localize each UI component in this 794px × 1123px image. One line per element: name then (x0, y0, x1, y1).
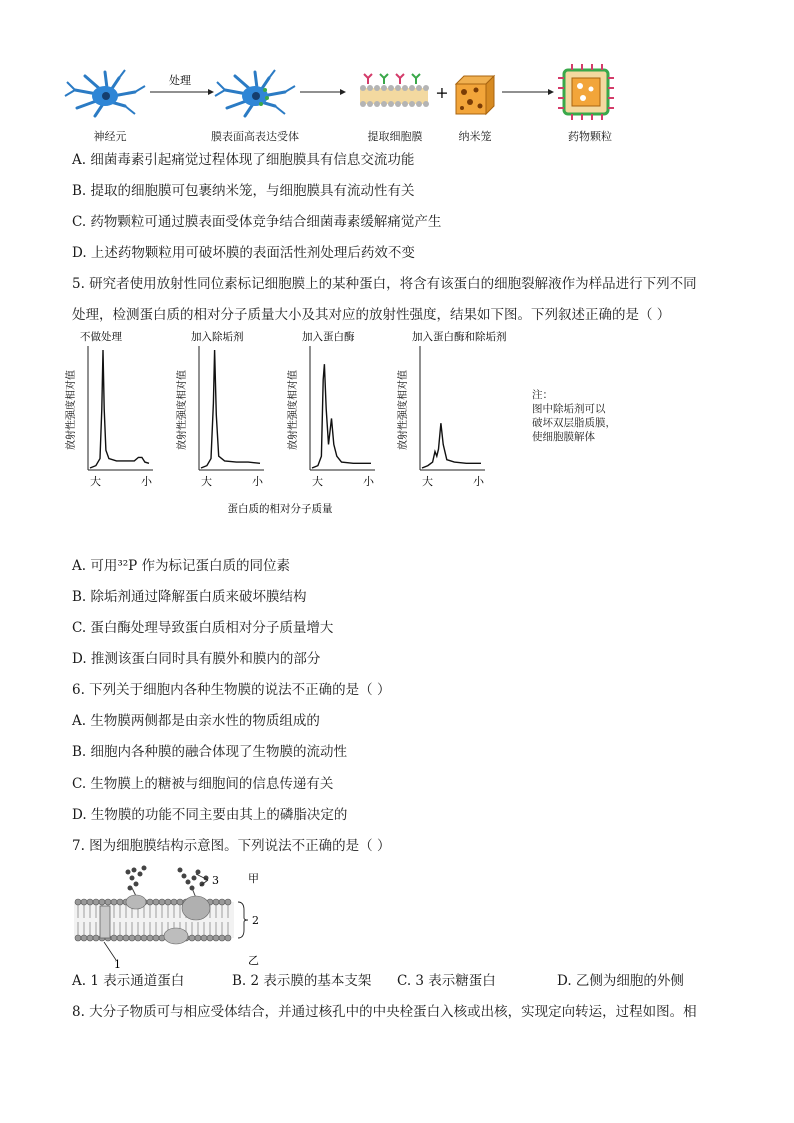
q5-option-b: B. 除垢剂通过降解蛋白质来破坏膜结构 (72, 589, 307, 605)
x-tick-label: 大 (90, 475, 101, 488)
q6-option-c: C. 生物膜上的糖被与细胞间的信息传递有关 (72, 776, 334, 792)
q5-option-c: C. 蛋白酶处理导致蛋白质相对分子质量增大 (72, 620, 334, 636)
series-line (90, 350, 149, 468)
label-membrane: 提取细胞膜 (367, 130, 423, 143)
q5-option-d: D. 推测该蛋白同时具有膜外和膜内的部分 (72, 651, 321, 667)
q6-option-d: D. 生物膜的功能不同主要由其上的磷脂决定的 (72, 807, 348, 823)
q7-option-c: C. 3 表示糖蛋白 (397, 973, 496, 989)
q4-option-a: A. 细菌毒素引起痛觉过程体现了细胞膜具有信息交流功能 (72, 152, 415, 168)
q7-stem: 7. 图为细胞膜结构示意图。下列说法不正确的是（ ） (72, 838, 391, 854)
q4-option-c: C. 药物颗粒可通过膜表面受体竞争结合细菌毒素缓解痛觉产生 (72, 214, 442, 230)
chart-note-line: 图中除垢剂可以 (532, 403, 606, 415)
inner-protein-icon (164, 928, 188, 944)
glycoprotein-chains-icon (126, 866, 209, 891)
chart-note (532, 388, 616, 444)
panel-title: 不做处理 (80, 331, 122, 343)
neuron-icon (65, 70, 145, 116)
y-axis-label: 放射性强度相对值 (177, 370, 188, 450)
surface-protein-icon (126, 895, 146, 909)
nanocage-icon (456, 76, 494, 114)
x-tick-label: 小 (473, 475, 484, 488)
label-neuron: 神经元 (93, 130, 127, 143)
label-receptor: 膜表面高表达受体 (211, 130, 299, 143)
plus-sign: + (435, 83, 449, 102)
y-axis-label: 放射性强度相对值 (398, 370, 409, 450)
panel-title: 加入蛋白酶和除垢剂 (412, 331, 507, 343)
q7-option-b: B. 2 表示膜的基本支架 (232, 973, 372, 989)
q5-stem-line2: 处理，检测蛋白质的相对分子质量大小及其对应的放射性强度，结果如下图。下列叙述正确的是（ ） (72, 307, 671, 323)
q4-option-d: D. 上述药物颗粒用可破坏膜的表面活性剂处理后药效不变 (72, 245, 415, 261)
label-jia: 甲 (248, 872, 259, 885)
q5-stem-line1: 5. 研究者使用放射性同位素标记细胞膜上的某种蛋白，将含有该蛋白的细胞裂解液作为样品进行下列不同 (72, 276, 697, 292)
x-tick-label: 小 (252, 475, 263, 488)
q5-option-a: A. 可用³²P 作为标记蛋白质的同位素 (72, 558, 291, 574)
chart-note-line: 注： (532, 389, 553, 401)
y-axis-label: 放射性强度相对值 (288, 370, 299, 450)
phospholipid-bilayer (74, 899, 234, 941)
panel-title: 加入除垢剂 (191, 331, 244, 343)
label-drug: 药物颗粒 (568, 130, 612, 143)
membrane-structure-svg (72, 862, 282, 970)
series-line (312, 364, 371, 468)
q5-radioactivity-charts (60, 328, 740, 518)
x-tick-label: 大 (201, 475, 212, 488)
q6-stem: 6. 下列关于细胞内各种生物膜的说法不正确的是（ ） (72, 682, 391, 698)
panel-title: 加入蛋白酶 (302, 331, 355, 343)
transmembrane-protein-icon (182, 896, 210, 920)
arrow-label: 处理 (169, 74, 191, 87)
label-3: 3 (212, 874, 219, 887)
series-line (201, 350, 260, 468)
label-2: 2 (252, 914, 259, 927)
q7-membrane-figure (72, 862, 282, 970)
channel-protein-icon (100, 906, 110, 938)
x-tick-label: 大 (312, 475, 323, 488)
x-tick-label: 小 (363, 475, 374, 488)
label-yi: 乙 (248, 954, 259, 967)
q7-option-d: D. 乙侧为细胞的外侧 (557, 973, 684, 989)
label-1: 1 (114, 958, 121, 970)
chart-note-line: 使细胞膜解体 (532, 431, 595, 443)
x-tick-label: 小 (141, 475, 152, 488)
x-axis-label: 蛋白质的相对分子质量 (227, 503, 333, 515)
cell-membrane-icon (360, 74, 429, 107)
y-axis-label: 放射性强度相对值 (66, 370, 77, 450)
drug-particle-icon (558, 64, 614, 120)
q8-stem: 8. 大分子物质可与相应受体结合，并通过核孔中的中央栓蛋白入核或出核，实现定向转运，过程如图。相 (72, 1004, 697, 1020)
series-line (422, 423, 481, 468)
q6-option-a: A. 生物膜两侧都是由亲水性的物质组成的 (72, 713, 320, 729)
q7-option-a: A. 1 表示通道蛋白 (72, 973, 185, 989)
q6-option-b: B. 细胞内各种膜的融合体现了生物膜的流动性 (72, 744, 348, 760)
chart-note-line: 破坏双层脂质膜， (532, 417, 616, 429)
label-nanocage: 纳米笼 (458, 130, 492, 143)
q4-option-b: B. 提取的细胞膜可包裹纳米笼，与细胞膜具有流动性有关 (72, 183, 415, 199)
neuron-receptor-icon (215, 70, 295, 116)
x-tick-label: 大 (422, 475, 433, 488)
